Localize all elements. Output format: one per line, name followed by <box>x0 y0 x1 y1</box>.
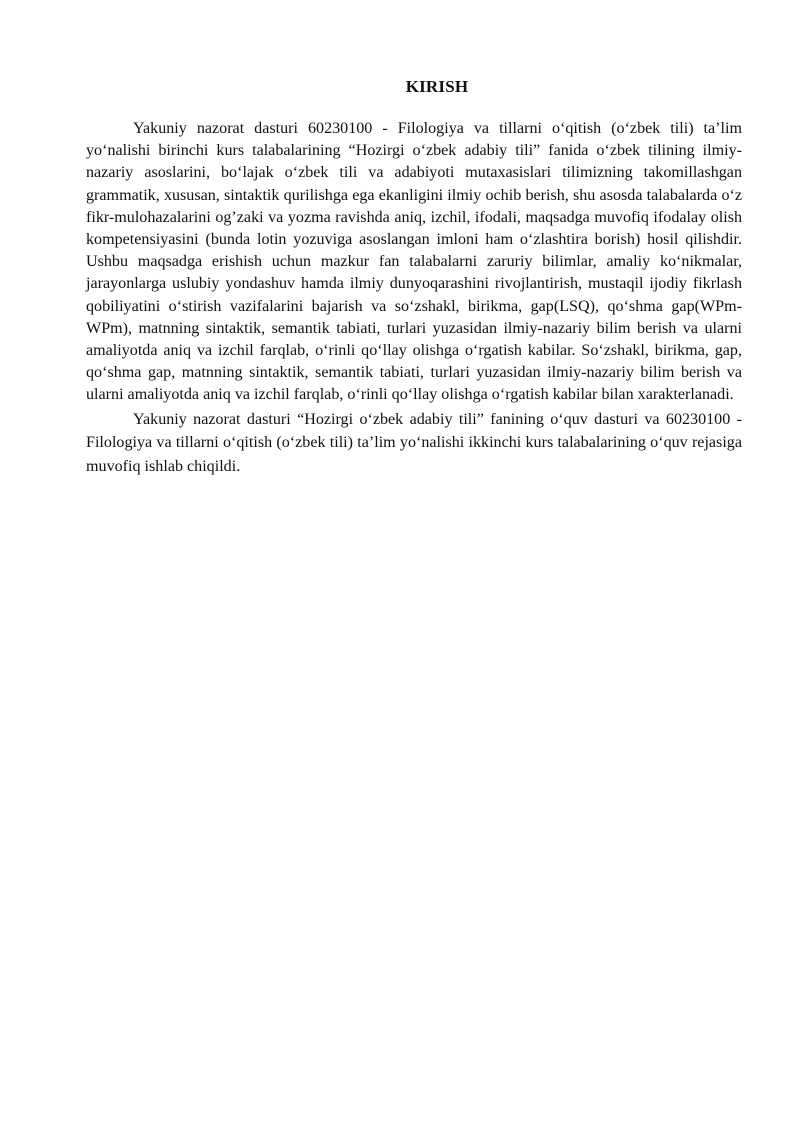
document-body <box>86 118 742 478</box>
paragraph-basis: Yakuniy nazorat dasturi “Hozirgi o‘zbek adabiy tili” fanining o‘quv dasturi va 60230100 - Filologiya va tillarni o‘qitish (o‘zbek tili) ta’lim yo‘nalishi ikkinchi kurs talabalarining o‘quv rejasiga muvofiq ishlab chiqildi. <box>86 410 742 475</box>
page-title: KIRISH <box>405 77 469 96</box>
paragraph-intro: Yakuniy nazorat dasturi 60230100 - Filologiya va tillarni o‘qitish (o‘zbek tili) ta’lim yo‘nalishi birinchi kurs talabalarining “Hozirgi o‘zbek adabiy tili” fanida o‘zbek tilining ilmiy-nazariy asoslarini, bo‘lajak o‘zbek tili va adabiyoti mutaxasislari tilimizning takomillashgan grammatik, xususan, sintaktik qurilishga ega ekanligini ilmiy ochib berish, shu asosda talabalarda o‘z fikr-mulohazalarini og’zaki va yozma ravishda aniq, izchil, ifodali, maqsadga muvofiq ifodalay olish kompetensiyasini (bunda lotin yozuviga asoslangan imloni ham o‘zlashtira borish) hosil qilishdir. Ushbu maqsadga erishish uchun mazkur fan talabalarni zaruriy bilimlar, amaliy ko‘nikmalar, jarayonlarga uslubiy yondashuv hamda ilmiy dunyoqarashini rivojlantirish, mustaqil ijodiy fikrlash qobiliyatini o‘stirish vazifalarini bajarish va so‘zshakl, birikma, gap(LSQ), qo‘shma gap(WPm-WPm), matnning sintaktik, semantik tabiati, turlari yuzasidan ilmiy-nazariy bilim berish va ularni amaliyotda aniq va izchil farqlab, o‘rinli qo‘llay olishga o‘rgatish kabilar. So‘zshakl, birikma, gap, qo‘shma gap, matnning sintaktik, semantik tabiati, turlari yuzasidan ilmiy-nazariy bilim berish va ularni amaliyotda aniq va izchil farqlab, o‘rinli qo‘llay olishga o‘rgatish kabilar bilan xarakterlanadi. <box>86 120 742 404</box>
